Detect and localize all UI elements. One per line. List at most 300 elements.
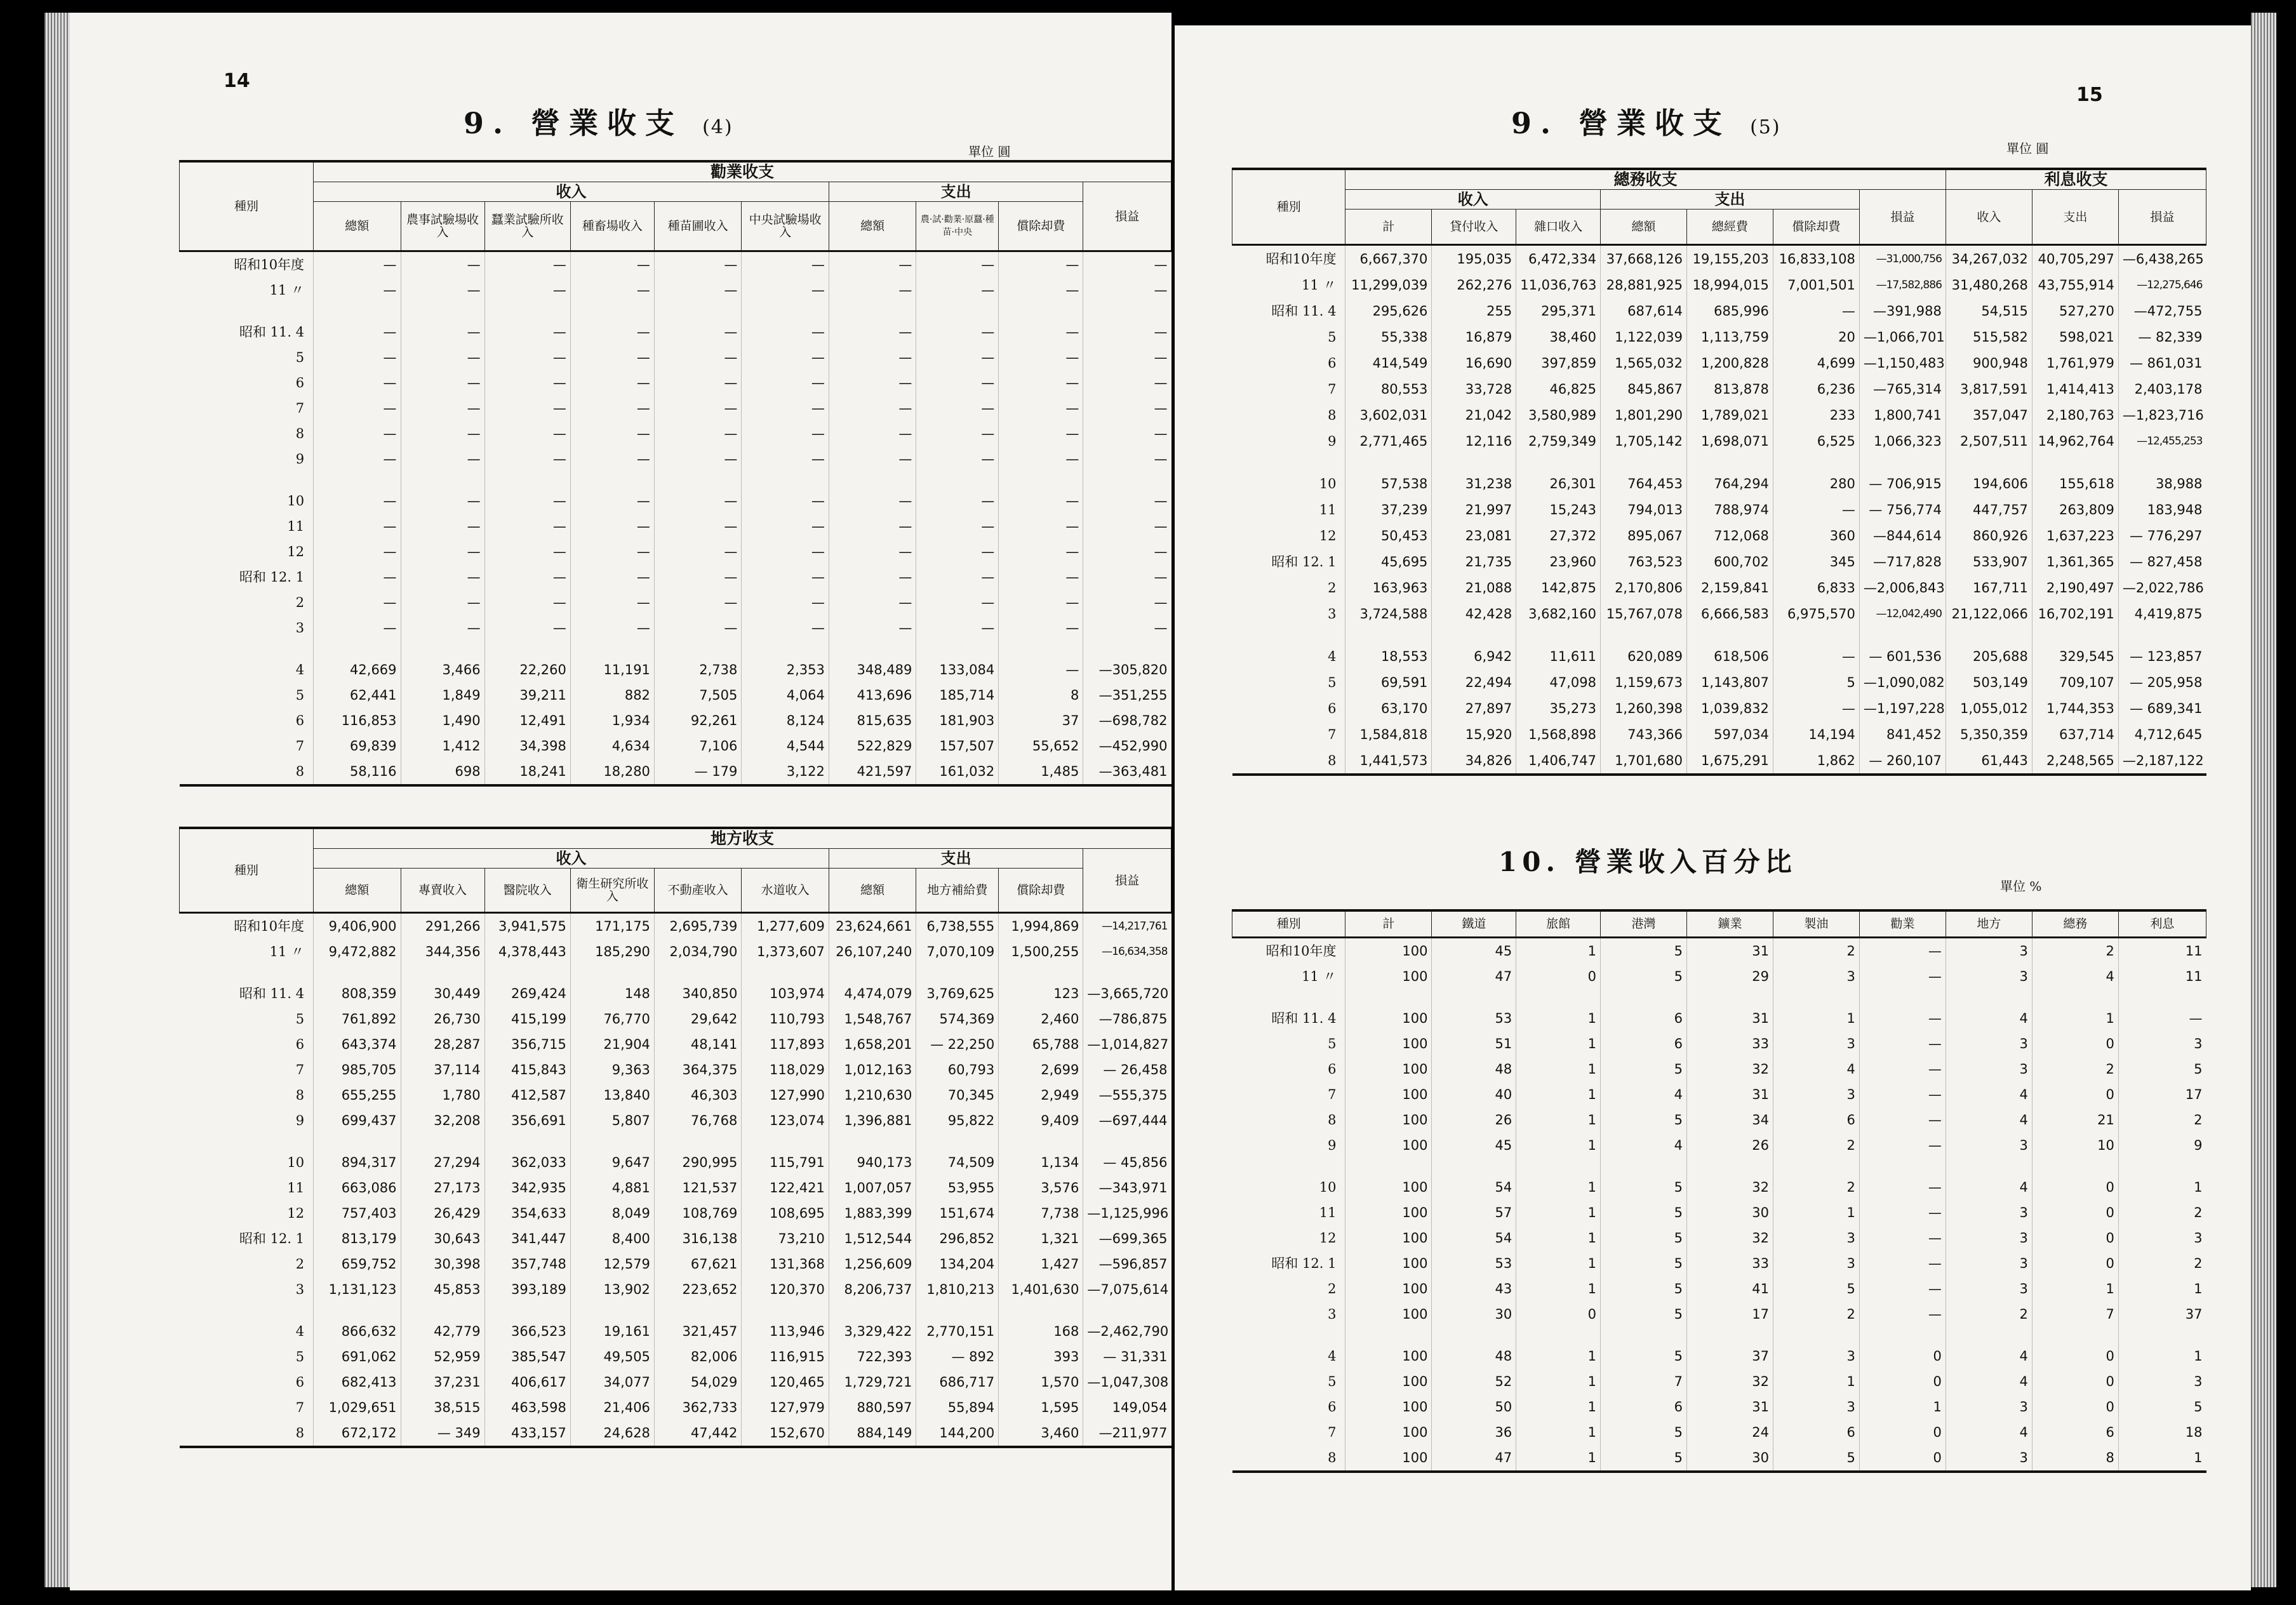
table-cell: 4,699 bbox=[1773, 350, 1859, 376]
table-row bbox=[1232, 350, 2206, 376]
table-cell: 4 bbox=[1946, 1006, 2032, 1031]
group-header-income: 收入 bbox=[314, 849, 829, 869]
col-header: 總額 bbox=[314, 869, 401, 913]
table-cell: 127,979 bbox=[742, 1395, 829, 1420]
table-cell: 522,829 bbox=[829, 733, 916, 759]
row-label: 昭和 11. 4 bbox=[239, 324, 305, 340]
table-cell: 1 bbox=[1516, 1276, 1601, 1302]
table-cell bbox=[999, 1302, 1083, 1319]
table-cell: 1,800,741 bbox=[1859, 402, 1946, 428]
table-cell: 5 bbox=[2118, 1394, 2206, 1420]
row-label: 5 bbox=[1328, 1036, 1337, 1051]
table-cell: 0 bbox=[1859, 1343, 1946, 1369]
table-cell: 117,893 bbox=[742, 1032, 829, 1057]
table-cell: — bbox=[484, 370, 570, 396]
table-cell: 463,598 bbox=[484, 1395, 570, 1420]
table-cell: — bbox=[314, 564, 401, 590]
row-label: 9 bbox=[1328, 433, 1337, 449]
table-cell: 127,990 bbox=[742, 1082, 829, 1108]
table-cell: 763,523 bbox=[1600, 549, 1686, 575]
table-row bbox=[180, 981, 1171, 1006]
table-cell: 122,421 bbox=[742, 1175, 829, 1201]
table-cell: 194,606 bbox=[1946, 470, 2032, 496]
page-number: 14 bbox=[224, 70, 250, 92]
table-cell: 2 bbox=[2032, 937, 2118, 964]
table-cell: — bbox=[1083, 514, 1171, 539]
left-page bbox=[70, 13, 1171, 1590]
table-cell: 11 bbox=[2118, 964, 2206, 989]
table-cell: — bbox=[742, 277, 829, 303]
table-cell: 100 bbox=[1345, 1107, 1432, 1133]
table-cell: 1,396,881 bbox=[829, 1108, 916, 1133]
table-row bbox=[1232, 470, 2206, 496]
table-cell: 321,457 bbox=[654, 1319, 741, 1344]
row-label: 昭和 12. 1 bbox=[1271, 1255, 1337, 1271]
row-label: 7 bbox=[295, 738, 305, 754]
table-cell: —698,782 bbox=[1083, 708, 1171, 733]
table-cell bbox=[1083, 1302, 1171, 1319]
row-label: 8 bbox=[295, 426, 305, 441]
table-cell: 0 bbox=[2032, 1369, 2118, 1394]
table-cell: —1,125,996 bbox=[1083, 1201, 1171, 1226]
table-cell: —343,971 bbox=[1083, 1175, 1171, 1201]
table-cell: 421,597 bbox=[829, 759, 916, 785]
row-label: 11 bbox=[287, 1180, 305, 1195]
table-cell bbox=[1600, 627, 1686, 643]
table-cell: 393 bbox=[999, 1344, 1083, 1369]
table-cell: — bbox=[829, 396, 916, 421]
table-cell: —765,314 bbox=[1859, 376, 1946, 402]
table-cell: 3 bbox=[1946, 1276, 2032, 1302]
row-label: 6 bbox=[1328, 700, 1337, 716]
table-cell bbox=[1432, 989, 1516, 1006]
table-cell bbox=[570, 472, 654, 488]
table-cell: — bbox=[401, 488, 484, 514]
table-cell: 100 bbox=[1345, 1251, 1432, 1276]
table-cell: 31 bbox=[1686, 1394, 1773, 1420]
table-cell: 659,752 bbox=[314, 1251, 401, 1277]
table-cell bbox=[1686, 627, 1773, 643]
table-cell bbox=[1686, 989, 1773, 1006]
table-cell bbox=[2032, 627, 2118, 643]
table-cell: — bbox=[742, 251, 829, 278]
table-cell: —1,047,308 bbox=[1083, 1369, 1171, 1395]
table-cell bbox=[742, 1133, 829, 1150]
table-cell: — bbox=[314, 539, 401, 564]
col-header: 水道收入 bbox=[742, 869, 829, 913]
table-row bbox=[1232, 721, 2206, 747]
table-cell: — bbox=[401, 370, 484, 396]
col-header: 地方補給費 bbox=[916, 869, 999, 913]
table-cell: — bbox=[1083, 488, 1171, 514]
table-cell: —2,006,843 bbox=[1859, 575, 1946, 601]
col-header: 鑛業 bbox=[1686, 910, 1773, 937]
col-header: 製油 bbox=[1773, 910, 1859, 937]
table-cell: — 776,297 bbox=[2118, 523, 2206, 549]
table-cell: 362,733 bbox=[654, 1395, 741, 1420]
table-row bbox=[1232, 695, 2206, 721]
table-cell: 263,809 bbox=[2032, 496, 2118, 523]
table-cell: 32 bbox=[1686, 1369, 1773, 1394]
table-cell: 574,369 bbox=[916, 1006, 999, 1032]
table-cell: 3,460 bbox=[999, 1420, 1083, 1447]
table-cell: 20 bbox=[1773, 324, 1859, 350]
table-cell: 413,696 bbox=[829, 683, 916, 708]
table-cell: — bbox=[654, 396, 741, 421]
table-cell: 985,705 bbox=[314, 1057, 401, 1082]
table-cell bbox=[1516, 627, 1601, 643]
table-cell: — bbox=[742, 488, 829, 514]
table-cell: 1 bbox=[1516, 1082, 1601, 1107]
row-label: 7 bbox=[295, 1062, 305, 1077]
table-cell: 32 bbox=[1686, 1175, 1773, 1200]
table-cell: 2 bbox=[1773, 1175, 1859, 1200]
table-cell: — bbox=[314, 345, 401, 370]
table-row bbox=[180, 1226, 1171, 1251]
table-cell: —12,455,253 bbox=[2118, 428, 2206, 454]
table-cell bbox=[1083, 472, 1171, 488]
table-cell: —12,042,490 bbox=[1859, 601, 1946, 627]
table-row bbox=[180, 708, 1171, 733]
table-cell: —472,755 bbox=[2118, 298, 2206, 324]
table-cell: 95,822 bbox=[916, 1108, 999, 1133]
table-cell bbox=[1432, 627, 1516, 643]
table-cell: — bbox=[1859, 1031, 1946, 1056]
table-cell: — bbox=[654, 488, 741, 514]
table-cell: 1 bbox=[1516, 1133, 1601, 1158]
table-cell: 3 bbox=[1946, 1133, 2032, 1158]
table-cell: —2,022,786 bbox=[2118, 575, 2206, 601]
table-cell: 1,441,573 bbox=[1345, 747, 1432, 775]
row-label bbox=[1232, 1158, 1345, 1175]
table-cell: — bbox=[916, 319, 999, 345]
table-cell: 31 bbox=[1686, 937, 1773, 964]
table-row bbox=[180, 1251, 1171, 1277]
table-cell bbox=[1432, 1327, 1516, 1343]
table-cell: 3 bbox=[2118, 1225, 2206, 1251]
col-header: 專賣收入 bbox=[401, 869, 484, 913]
table-cell: 4 bbox=[1946, 1175, 2032, 1200]
table-cell bbox=[401, 472, 484, 488]
table-cell: 183,948 bbox=[2118, 496, 2206, 523]
table-cell: 32,208 bbox=[401, 1108, 484, 1133]
table-cell: 100 bbox=[1345, 1343, 1432, 1369]
table-cell: — 827,458 bbox=[2118, 549, 2206, 575]
table-cell bbox=[314, 641, 401, 657]
table-cell: — bbox=[654, 446, 741, 472]
table-cell: 600,702 bbox=[1686, 549, 1773, 575]
row-label: 11 bbox=[1319, 1204, 1337, 1220]
table-cell: 0 bbox=[1859, 1369, 1946, 1394]
table-cell: 341,447 bbox=[484, 1226, 570, 1251]
table-cell: — bbox=[829, 615, 916, 641]
table-cell: 1,131,123 bbox=[314, 1277, 401, 1302]
table-cell: — bbox=[999, 657, 1083, 683]
revenue-percentage-table bbox=[1232, 909, 2206, 1473]
page-number: 15 bbox=[2076, 84, 2103, 106]
col-header: 總經費 bbox=[1686, 210, 1773, 245]
table-cell: — bbox=[484, 488, 570, 514]
table-cell: 788,974 bbox=[1686, 496, 1773, 523]
table-cell bbox=[314, 1302, 401, 1319]
table-cell: 148 bbox=[570, 981, 654, 1006]
row-label: 昭和 11. 4 bbox=[1271, 1010, 1337, 1026]
table-cell: 18 bbox=[2118, 1420, 2206, 1445]
table-cell: 142,875 bbox=[1516, 575, 1601, 601]
row-label: 昭和 11. 4 bbox=[1271, 303, 1337, 319]
row-label: 4 bbox=[1328, 1348, 1337, 1364]
table-cell: 108,695 bbox=[742, 1201, 829, 1226]
table-cell: 116,915 bbox=[742, 1344, 829, 1369]
table-cell: — bbox=[1083, 396, 1171, 421]
table-cell: 15,243 bbox=[1516, 496, 1601, 523]
table-cell: 18,994,015 bbox=[1686, 272, 1773, 298]
group-header-expense: 支出 bbox=[1600, 190, 1859, 210]
table-cell: 691,062 bbox=[314, 1344, 401, 1369]
table-cell: 223,652 bbox=[654, 1277, 741, 1302]
table-cell: 18,241 bbox=[484, 759, 570, 785]
table-row bbox=[180, 1420, 1171, 1447]
table-cell: 8,400 bbox=[570, 1226, 654, 1251]
table-cell: 28,881,925 bbox=[1600, 272, 1686, 298]
table-cell: 3 bbox=[2118, 1369, 2206, 1394]
table-cell: 116,853 bbox=[314, 708, 401, 733]
row-label bbox=[180, 641, 314, 657]
row-label bbox=[180, 964, 314, 981]
table-cell: — bbox=[570, 446, 654, 472]
row-label: 6 bbox=[295, 713, 305, 728]
table-cell: — bbox=[916, 277, 999, 303]
table-row bbox=[180, 683, 1171, 708]
table-cell: 357,748 bbox=[484, 1251, 570, 1277]
table-cell: 709,107 bbox=[2032, 669, 2118, 695]
table-cell bbox=[654, 1133, 741, 1150]
table-cell: 133,084 bbox=[916, 657, 999, 683]
table-cell: 2 bbox=[2118, 1200, 2206, 1225]
table-cell: — bbox=[1083, 370, 1171, 396]
table-cell: 17 bbox=[1686, 1302, 1773, 1327]
table-cell: 672,172 bbox=[314, 1420, 401, 1447]
table-cell: 149,054 bbox=[1083, 1395, 1171, 1420]
table-cell bbox=[999, 641, 1083, 657]
table-cell: 1 bbox=[1773, 1200, 1859, 1225]
table-cell bbox=[1946, 989, 2032, 1006]
table-row bbox=[1232, 245, 2206, 272]
table-cell: 5 bbox=[1601, 1276, 1687, 1302]
table-cell: — bbox=[1773, 695, 1859, 721]
col-header: 總額 bbox=[829, 202, 916, 251]
table-cell: — 82,339 bbox=[2118, 324, 2206, 350]
table-cell: 100 bbox=[1345, 937, 1432, 964]
table-cell: — bbox=[654, 539, 741, 564]
table-cell: 38,515 bbox=[401, 1395, 484, 1420]
table-cell: — bbox=[314, 396, 401, 421]
table-row bbox=[1232, 1225, 2206, 1251]
table-cell: — bbox=[829, 446, 916, 472]
table-cell: 100 bbox=[1345, 1006, 1432, 1031]
table-cell: — bbox=[916, 590, 999, 615]
table-cell: — 260,107 bbox=[1859, 747, 1946, 775]
table-cell: — bbox=[484, 251, 570, 278]
table-cell: 22,494 bbox=[1432, 669, 1516, 695]
row-label: 7 bbox=[295, 1400, 305, 1415]
table-cell: 655,255 bbox=[314, 1082, 401, 1108]
table-cell: 18,553 bbox=[1345, 643, 1432, 669]
table-cell: 100 bbox=[1345, 1175, 1432, 1200]
table-cell: — 26,458 bbox=[1083, 1057, 1171, 1082]
table-cell: 100 bbox=[1345, 964, 1432, 989]
table-cell: — bbox=[742, 564, 829, 590]
table-cell: 1 bbox=[1516, 1006, 1601, 1031]
table-cell: 3 bbox=[1773, 964, 1859, 989]
table-cell: 344,356 bbox=[401, 939, 484, 964]
table-row bbox=[1232, 1343, 2206, 1369]
table-cell: 2,949 bbox=[999, 1082, 1083, 1108]
table-cell: —596,857 bbox=[1083, 1251, 1171, 1277]
table-cell: 414,549 bbox=[1345, 350, 1432, 376]
col-header: 總額 bbox=[1600, 210, 1686, 245]
row-label bbox=[1232, 627, 1345, 643]
table-cell: 16,702,191 bbox=[2032, 601, 2118, 627]
table-cell: 21,122,066 bbox=[1946, 601, 2032, 627]
table-cell: 11,299,039 bbox=[1345, 272, 1432, 298]
table-cell: 100 bbox=[1345, 1082, 1432, 1107]
table-cell: 76,770 bbox=[570, 1006, 654, 1032]
table-cell bbox=[829, 1133, 916, 1150]
table-row bbox=[1232, 376, 2206, 402]
table-cell: 30 bbox=[1432, 1302, 1516, 1327]
table-cell: 3 bbox=[1946, 1225, 2032, 1251]
table-cell bbox=[401, 1133, 484, 1150]
table-cell: — bbox=[999, 251, 1083, 278]
table-cell bbox=[314, 1133, 401, 1150]
table-cell: — bbox=[484, 319, 570, 345]
row-label: 8 bbox=[295, 1425, 305, 1441]
table-cell: 1 bbox=[1516, 1225, 1601, 1251]
table-cell: 144,200 bbox=[916, 1420, 999, 1447]
table-cell: — bbox=[1083, 421, 1171, 446]
table-cell: 46,825 bbox=[1516, 376, 1601, 402]
table-cell: — bbox=[1859, 1225, 1946, 1251]
table-row bbox=[180, 1006, 1171, 1032]
table-cell bbox=[1601, 1158, 1687, 1175]
table-cell: 26,429 bbox=[401, 1201, 484, 1226]
table-cell: 4,712,645 bbox=[2118, 721, 2206, 747]
table-cell: 45,853 bbox=[401, 1277, 484, 1302]
table-cell bbox=[916, 641, 999, 657]
table-cell: 4 bbox=[1946, 1082, 2032, 1107]
table-cell: 533,907 bbox=[1946, 549, 2032, 575]
table-cell: 841,452 bbox=[1859, 721, 1946, 747]
table-cell: 2 bbox=[1773, 1133, 1859, 1158]
table-cell: — bbox=[314, 446, 401, 472]
table-cell: 845,867 bbox=[1600, 376, 1686, 402]
table-cell: 171,175 bbox=[570, 913, 654, 940]
table-cell: 1,595 bbox=[999, 1395, 1083, 1420]
table-row bbox=[1232, 298, 2206, 324]
table-row bbox=[1232, 1006, 2206, 1031]
col-header: 種畜場收入 bbox=[570, 202, 654, 251]
block-header: 地方收支 bbox=[314, 828, 1171, 849]
table-cell bbox=[484, 964, 570, 981]
book-page-edges-right bbox=[2251, 13, 2276, 1587]
table-cell: 1,729,721 bbox=[829, 1369, 916, 1395]
row-label: 7 bbox=[295, 401, 305, 416]
table-cell: 113,946 bbox=[742, 1319, 829, 1344]
table-cell: 682,413 bbox=[314, 1369, 401, 1395]
table-cell: — bbox=[1859, 1133, 1946, 1158]
row-label: 11 〃 bbox=[269, 944, 305, 959]
table-cell: 860,926 bbox=[1946, 523, 2032, 549]
table-cell: 1 bbox=[1516, 1445, 1601, 1472]
table-cell: —305,820 bbox=[1083, 657, 1171, 683]
table-cell: 30 bbox=[1686, 1445, 1773, 1472]
page-title bbox=[464, 100, 733, 142]
table-cell: 686,717 bbox=[916, 1369, 999, 1395]
table-cell: 57,538 bbox=[1345, 470, 1432, 496]
table-cell: 24 bbox=[1686, 1420, 1773, 1445]
table-cell bbox=[2118, 989, 2206, 1006]
table-cell: 1,490 bbox=[401, 708, 484, 733]
table-cell: 54,029 bbox=[654, 1369, 741, 1395]
table-cell: 6,472,334 bbox=[1516, 245, 1601, 272]
table-cell: 2,738 bbox=[654, 657, 741, 683]
table-cell: 8 bbox=[999, 683, 1083, 708]
table-cell: 1,414,413 bbox=[2032, 376, 2118, 402]
table-cell: 40 bbox=[1432, 1082, 1516, 1107]
table-cell: 342,935 bbox=[484, 1175, 570, 1201]
table-cell: 157,507 bbox=[916, 733, 999, 759]
table-cell bbox=[1345, 454, 1432, 470]
table-cell: 764,453 bbox=[1600, 470, 1686, 496]
row-label: 5 bbox=[295, 1349, 305, 1364]
table-cell: 115,791 bbox=[742, 1150, 829, 1175]
table-cell: 406,617 bbox=[484, 1369, 570, 1395]
table-cell bbox=[484, 641, 570, 657]
table-row bbox=[1232, 1369, 2206, 1394]
title-suffix: (4) bbox=[702, 116, 733, 138]
table-cell: 757,403 bbox=[314, 1201, 401, 1226]
table-cell: — bbox=[742, 345, 829, 370]
table-cell: 0 bbox=[2032, 1175, 2118, 1200]
table-cell: 34,077 bbox=[570, 1369, 654, 1395]
table-cell: — bbox=[401, 446, 484, 472]
table-cell: 6,236 bbox=[1773, 376, 1859, 402]
table-cell bbox=[1859, 454, 1946, 470]
table-cell: 51 bbox=[1432, 1031, 1516, 1056]
table-cell: — bbox=[570, 514, 654, 539]
table-cell: 3,576 bbox=[999, 1175, 1083, 1201]
table-row bbox=[180, 1277, 1171, 1302]
table-cell: 5 bbox=[1601, 1200, 1687, 1225]
table-cell: 1 bbox=[2032, 1276, 2118, 1302]
table-cell: 6,667,370 bbox=[1345, 245, 1432, 272]
table-cell: 0 bbox=[2032, 1200, 2118, 1225]
table-cell: 291,266 bbox=[401, 913, 484, 940]
table-cell: — bbox=[654, 370, 741, 396]
table-cell: 2 bbox=[2032, 1056, 2118, 1082]
table-cell: 181,903 bbox=[916, 708, 999, 733]
table-cell: 618,506 bbox=[1686, 643, 1773, 669]
table-cell: 8,049 bbox=[570, 1201, 654, 1226]
table-cell: 0 bbox=[2032, 1394, 2118, 1420]
col-header: 種別 bbox=[1232, 910, 1345, 937]
table-cell: 3 bbox=[1946, 937, 2032, 964]
table-cell: 2 bbox=[1773, 937, 1859, 964]
table-cell bbox=[916, 1133, 999, 1150]
table-cell: 48,141 bbox=[654, 1032, 741, 1057]
table-cell: — 706,915 bbox=[1859, 470, 1946, 496]
